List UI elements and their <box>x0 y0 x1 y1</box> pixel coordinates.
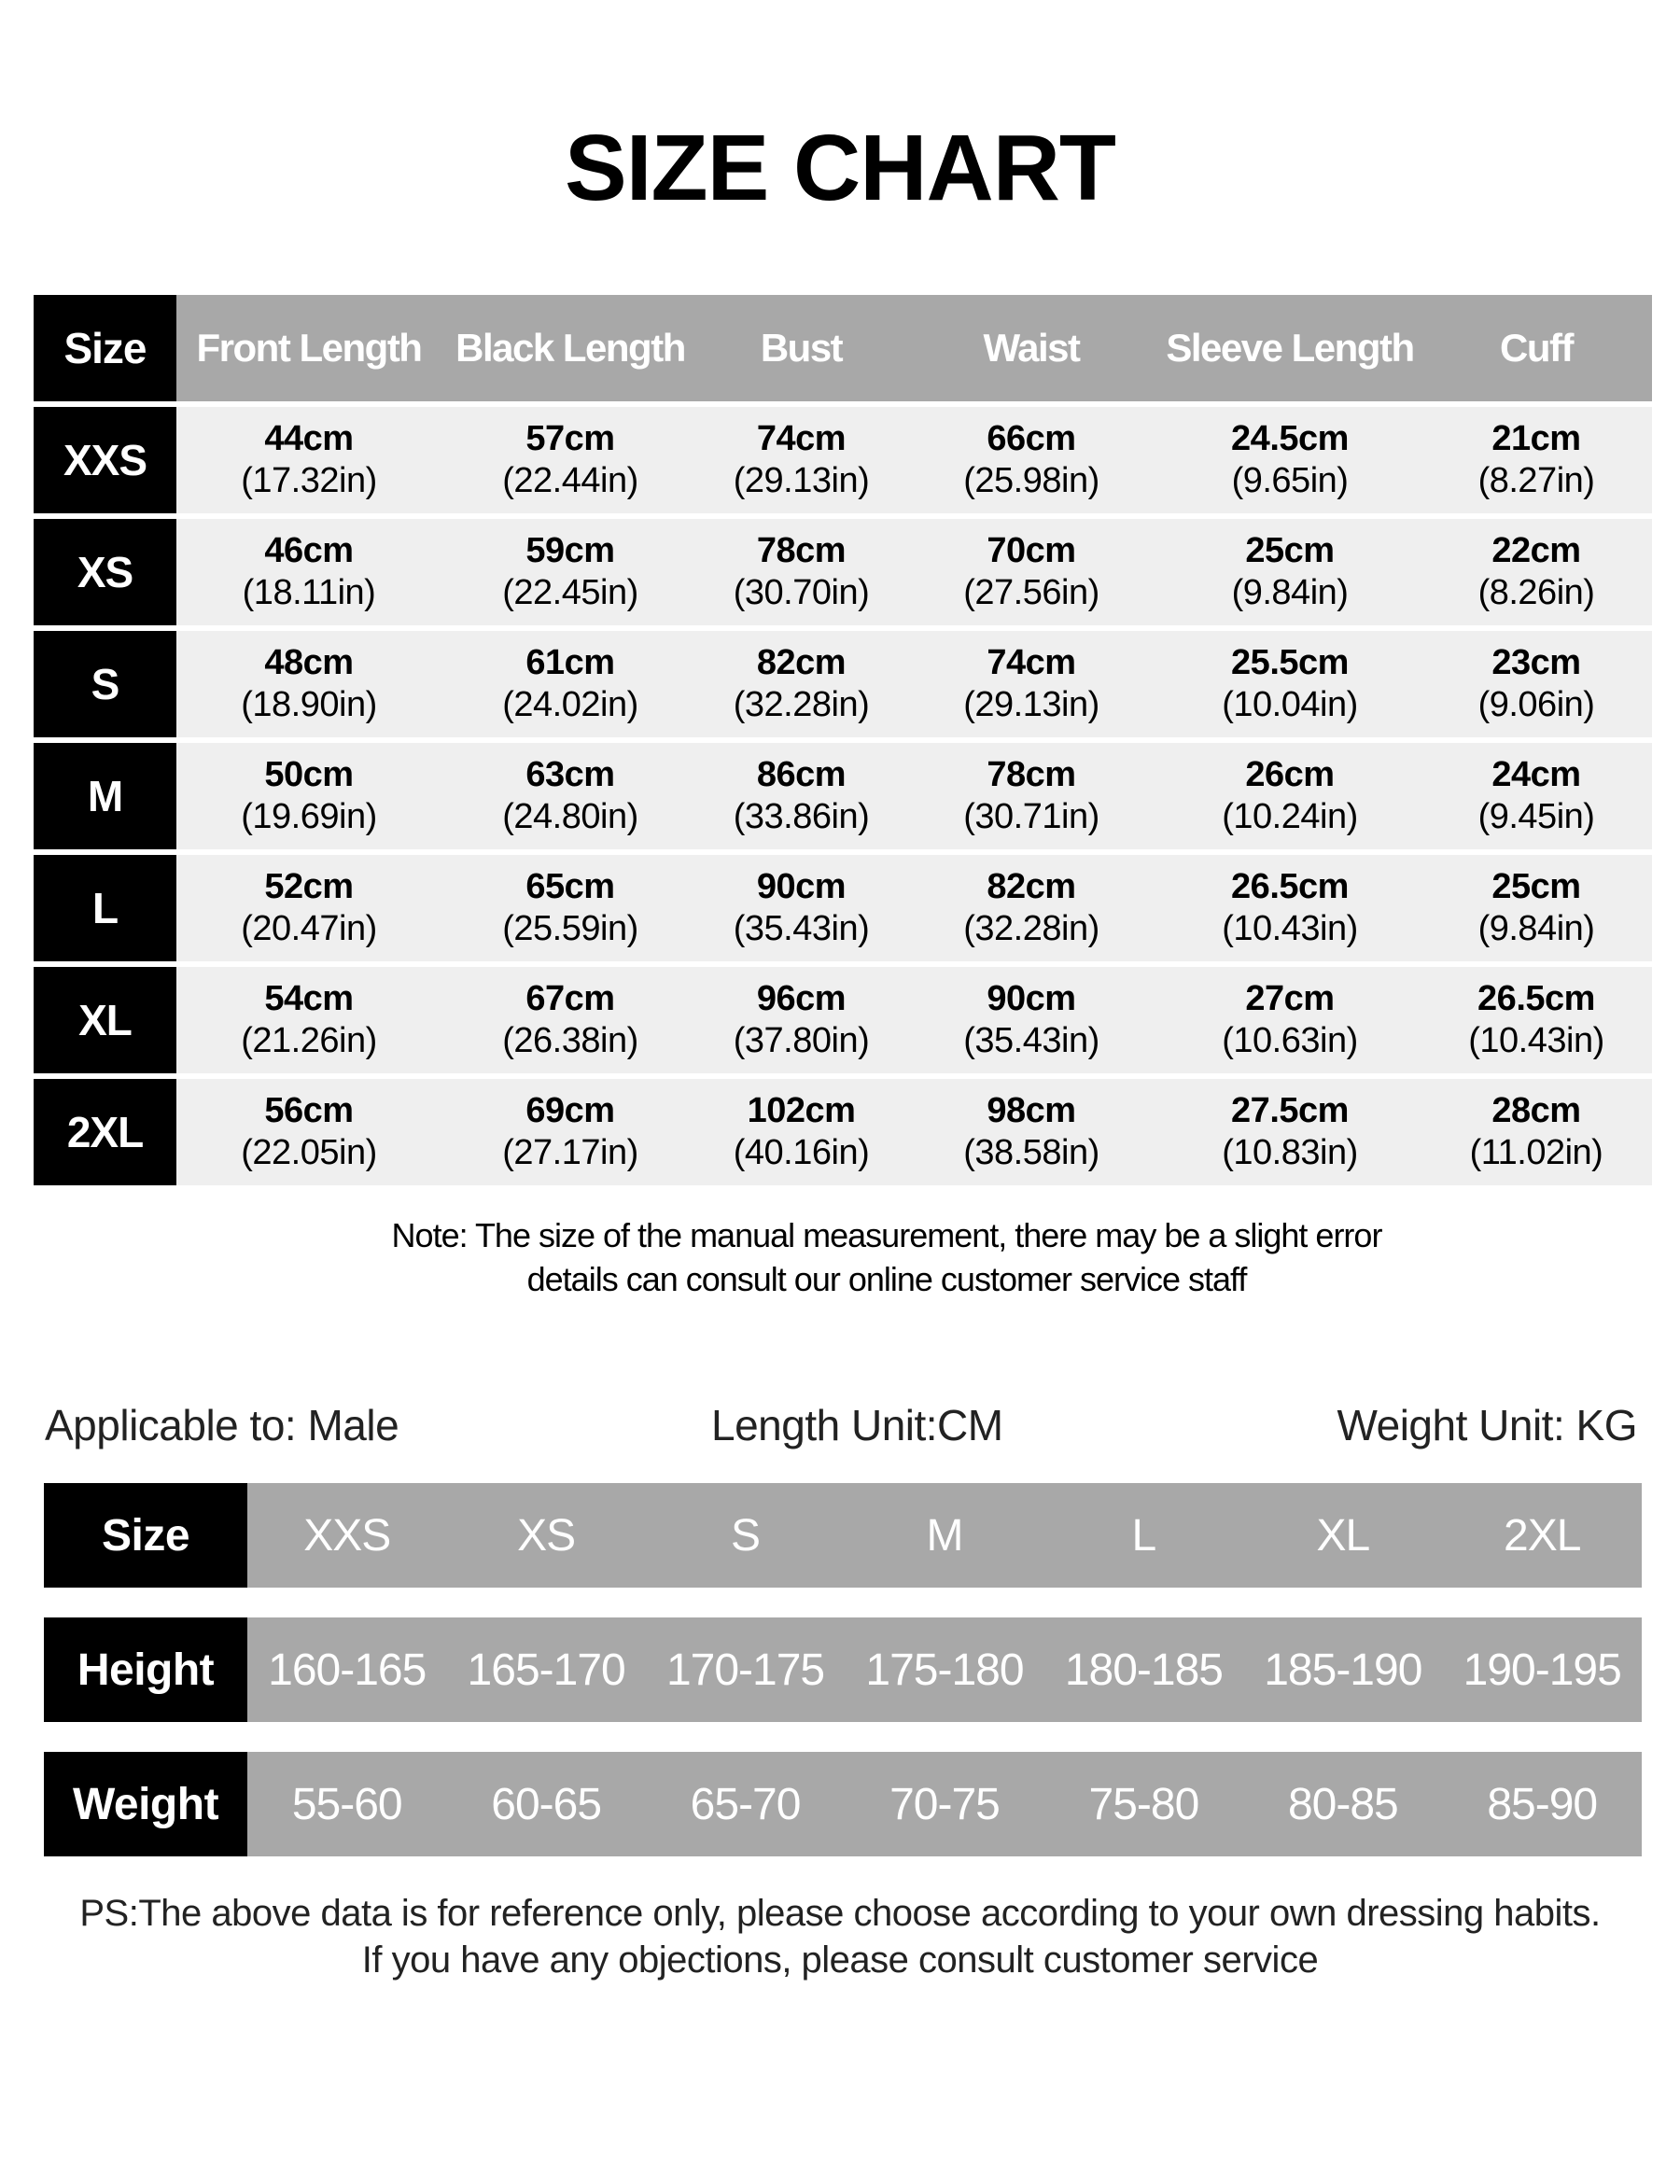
cm-value: 23cm <box>1491 643 1581 683</box>
fit-height-cell: 165-170 <box>467 1645 625 1695</box>
measurement-cell <box>903 631 1159 737</box>
measurement-cell <box>903 855 1159 961</box>
measurement-cell <box>441 407 699 513</box>
inch-value: (29.13in) <box>963 685 1099 724</box>
measurement-cell <box>1421 967 1652 1073</box>
inch-value: (9.84in) <box>1231 573 1349 612</box>
cm-value: 25cm <box>1245 531 1335 571</box>
measurement-note <box>0 1213 1680 1301</box>
fit-label-height: Height <box>44 1617 247 1722</box>
cm-value: 74cm <box>987 643 1076 683</box>
fit-height-cell: 175-180 <box>865 1645 1024 1695</box>
measurement-cell <box>903 967 1159 1073</box>
inch-value: (40.16in) <box>733 1133 870 1172</box>
inch-value: (22.05in) <box>241 1133 377 1172</box>
column-header-cuff: Cuff <box>1500 326 1573 370</box>
measurement-cell <box>699 855 903 961</box>
measurement-cell <box>1421 1079 1652 1185</box>
inch-value: (18.90in) <box>241 685 377 724</box>
cm-value: 50cm <box>264 755 354 795</box>
measurement-cell <box>441 519 699 625</box>
column-header-back-length: Black Length <box>455 326 685 370</box>
fit-row-height <box>44 1617 1642 1722</box>
measurement-cell <box>1159 1079 1421 1185</box>
measurement-cell <box>176 855 441 961</box>
cm-value: 27.5cm <box>1231 1091 1349 1131</box>
fit-size-cell: XL <box>1316 1510 1370 1561</box>
cm-value: 63cm <box>525 755 615 795</box>
measurement-cell <box>1159 855 1421 961</box>
inch-value: (19.69in) <box>241 797 377 836</box>
cm-value: 26.5cm <box>1231 867 1349 907</box>
measurement-table-body <box>34 407 1652 1185</box>
cm-value: 54cm <box>264 979 354 1019</box>
cm-value: 66cm <box>987 419 1076 459</box>
measurement-cell <box>176 967 441 1073</box>
measurement-cell <box>903 407 1159 513</box>
inch-value: (24.02in) <box>502 685 638 724</box>
measurement-cell <box>176 631 441 737</box>
inch-value: (32.28in) <box>963 909 1099 948</box>
row-size-label: M <box>34 743 176 849</box>
table-row <box>34 407 1652 513</box>
measurement-table-header <box>34 295 1652 401</box>
weight-unit-label: Weight Unit: KG <box>1337 1401 1637 1449</box>
inch-value: (8.27in) <box>1477 461 1595 500</box>
cm-value: 59cm <box>525 531 615 571</box>
inch-value: (9.84in) <box>1477 909 1595 948</box>
measurement-table <box>34 295 1652 1185</box>
fit-weight-cell: 65-70 <box>690 1779 801 1829</box>
inch-value: (22.45in) <box>502 573 638 612</box>
cm-value: 67cm <box>525 979 615 1019</box>
inch-value: (10.04in) <box>1222 685 1358 724</box>
length-unit-label: Length Unit:CM <box>711 1401 1003 1449</box>
fit-row-weight <box>44 1752 1642 1856</box>
note-line-1: Note: The size of the manual measurement, there may be a slight error <box>391 1216 1382 1254</box>
measurement-cell <box>699 743 903 849</box>
row-size-label: 2XL <box>34 1079 176 1185</box>
cm-value: 70cm <box>987 531 1076 571</box>
inch-value: (10.43in) <box>1222 909 1358 948</box>
fit-size-cell: 2XL <box>1504 1510 1581 1561</box>
cm-value: 28cm <box>1491 1091 1581 1131</box>
measurement-cell <box>441 967 699 1073</box>
column-header-waist: Waist <box>983 326 1080 370</box>
inch-value: (10.24in) <box>1222 797 1358 836</box>
page-title: SIZE CHART <box>565 116 1115 220</box>
note-line-2: details can consult our online customer service staff <box>526 1260 1247 1298</box>
measurement-cell <box>1159 967 1421 1073</box>
table-row <box>34 1079 1652 1185</box>
measurement-cell <box>1159 407 1421 513</box>
measurement-cell <box>176 743 441 849</box>
inch-value: (21.26in) <box>241 1021 377 1060</box>
inch-value: (10.43in) <box>1468 1021 1604 1060</box>
column-header-bust: Bust <box>760 326 843 370</box>
fit-row-size <box>44 1483 1642 1588</box>
cm-value: 102cm <box>747 1091 856 1131</box>
inch-value: (30.70in) <box>733 573 870 612</box>
measurement-cell <box>441 1079 699 1185</box>
fit-label-size: Size <box>44 1483 247 1588</box>
row-size-label: XS <box>34 519 176 625</box>
inch-value: (32.28in) <box>733 685 870 724</box>
cm-value: 82cm <box>987 867 1076 907</box>
applicable-label: Applicable to: Male <box>45 1401 399 1449</box>
ps-line-2: If you have any objections, please consult customer service <box>361 1939 1319 1981</box>
inch-value: (35.43in) <box>963 1021 1099 1060</box>
cm-value: 78cm <box>756 531 847 571</box>
fit-size-cell: S <box>731 1510 761 1561</box>
fit-weight-cell: 70-75 <box>889 1779 1000 1829</box>
cm-value: 27cm <box>1245 979 1335 1019</box>
fit-height-cell: 180-185 <box>1064 1645 1223 1695</box>
measurement-cell <box>1421 519 1652 625</box>
inch-value: (9.65in) <box>1231 461 1349 500</box>
cm-value: 52cm <box>264 867 354 907</box>
measurement-cell <box>903 1079 1159 1185</box>
inch-value: (20.47in) <box>241 909 377 948</box>
measurement-cell <box>1421 743 1652 849</box>
cm-value: 90cm <box>756 867 847 907</box>
fit-weight-cell: 75-80 <box>1088 1779 1199 1829</box>
inch-value: (11.02in) <box>1469 1133 1603 1172</box>
measurement-cell <box>1159 519 1421 625</box>
measurement-cell <box>699 407 903 513</box>
fit-size-cell: XS <box>517 1510 576 1561</box>
cm-value: 86cm <box>756 755 847 795</box>
row-size-label: S <box>34 631 176 737</box>
inch-value: (35.43in) <box>733 909 870 948</box>
cm-value: 21cm <box>1491 419 1581 459</box>
inch-value: (17.32in) <box>241 461 377 500</box>
cm-value: 61cm <box>525 643 615 683</box>
fit-weight-cell: 60-65 <box>491 1779 602 1829</box>
row-size-label: XXS <box>34 407 176 513</box>
measurement-cell <box>699 631 903 737</box>
inch-value: (27.56in) <box>963 573 1099 612</box>
cm-value: 98cm <box>987 1091 1076 1131</box>
cm-value: 26cm <box>1245 755 1335 795</box>
measurement-cell <box>441 855 699 961</box>
inch-value: (37.80in) <box>733 1021 870 1060</box>
inch-value: (22.44in) <box>502 461 638 500</box>
fit-height-cell: 190-195 <box>1463 1645 1621 1695</box>
inch-value: (9.06in) <box>1477 685 1595 724</box>
measurement-cell <box>176 519 441 625</box>
inch-value: (10.83in) <box>1222 1133 1358 1172</box>
table-row <box>34 743 1652 849</box>
fit-height-cell: 170-175 <box>665 1645 825 1695</box>
inch-value: (8.26in) <box>1477 573 1595 612</box>
cm-value: 25cm <box>1491 867 1581 907</box>
measurement-cell <box>176 1079 441 1185</box>
fit-weight-cell: 80-85 <box>1287 1779 1398 1829</box>
ps-line-1: PS:The above data is for reference only, please choose according to your own dressing habits. <box>79 1893 1601 1934</box>
column-header-sleeve-length: Sleeve Length <box>1166 326 1414 370</box>
measurement-cell <box>903 519 1159 625</box>
cm-value: 69cm <box>525 1091 615 1131</box>
measurement-cell <box>1159 631 1421 737</box>
cm-value: 46cm <box>264 531 354 571</box>
cm-value: 26.5cm <box>1477 979 1595 1019</box>
cm-value: 65cm <box>525 867 615 907</box>
cm-value: 56cm <box>264 1091 354 1131</box>
measurement-cell <box>1421 407 1652 513</box>
cm-value: 22cm <box>1491 531 1581 571</box>
measurement-cell <box>1421 631 1652 737</box>
measurement-cell <box>699 1079 903 1185</box>
inch-value: (25.59in) <box>502 909 638 948</box>
inch-value: (38.58in) <box>963 1133 1099 1172</box>
inch-value: (29.13in) <box>733 461 870 500</box>
inch-value: (18.11in) <box>242 573 376 612</box>
row-size-label: L <box>34 855 176 961</box>
fit-height-cell: 185-190 <box>1264 1645 1422 1695</box>
cm-value: 25.5cm <box>1231 643 1349 683</box>
row-size-label: XL <box>34 967 176 1073</box>
table-row <box>34 855 1652 961</box>
size-column-header: Size <box>34 295 176 401</box>
ps-disclaimer <box>0 1890 1680 1983</box>
inch-value: (24.80in) <box>502 797 638 836</box>
cm-value: 24.5cm <box>1231 419 1349 459</box>
cm-value: 82cm <box>756 643 847 683</box>
inch-value: (26.38in) <box>502 1021 638 1060</box>
measurement-cell <box>699 519 903 625</box>
table-row <box>34 631 1652 737</box>
table-row <box>34 967 1652 1073</box>
measurement-cell <box>903 743 1159 849</box>
fit-weight-cell: 85-90 <box>1487 1779 1598 1829</box>
fit-size-cell: M <box>926 1510 963 1561</box>
fit-label-weight: Weight <box>44 1752 247 1856</box>
cm-value: 74cm <box>756 419 847 459</box>
cm-value: 48cm <box>264 643 354 683</box>
measurement-cell <box>441 743 699 849</box>
measurement-cell <box>1421 855 1652 961</box>
cm-value: 96cm <box>756 979 847 1019</box>
fit-weight-cell: 55-60 <box>291 1779 402 1829</box>
inch-value: (30.71in) <box>963 797 1099 836</box>
cm-value: 44cm <box>264 419 354 459</box>
fit-height-cell: 160-165 <box>268 1645 427 1695</box>
measurement-cell <box>176 407 441 513</box>
column-header-front-length: Front Length <box>196 326 422 370</box>
measurement-cell <box>1159 743 1421 849</box>
inch-value: (27.17in) <box>502 1133 638 1172</box>
inch-value: (33.86in) <box>733 797 870 836</box>
measurement-cell <box>699 967 903 1073</box>
inch-value: (9.45in) <box>1477 797 1595 836</box>
fit-size-cell: XXS <box>303 1510 391 1561</box>
cm-value: 24cm <box>1491 755 1581 795</box>
inch-value: (25.98in) <box>963 461 1099 500</box>
measurement-cell <box>441 631 699 737</box>
table-row <box>34 519 1652 625</box>
cm-value: 90cm <box>987 979 1076 1019</box>
inch-value: (10.63in) <box>1222 1021 1358 1060</box>
cm-value: 78cm <box>987 755 1076 795</box>
fit-size-cell: L <box>1131 1510 1156 1561</box>
cm-value: 57cm <box>525 419 615 459</box>
